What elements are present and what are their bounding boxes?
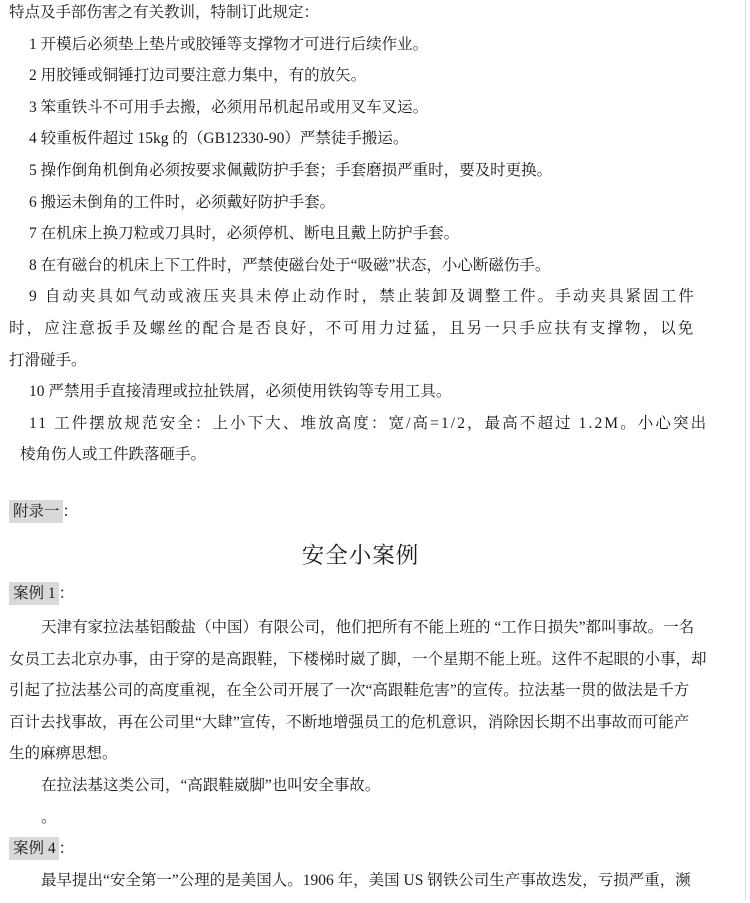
case1-heading: [9, 578, 712, 610]
case1-label-colon: ：: [58, 584, 75, 602]
rule-2-line: 2 用胶锤或铜锤打边司要注意力集中，有的放矢。: [29, 67, 367, 85]
rule-9-line-2: 时，应注意扳手及螺丝的配合是否良好，不可用力过猛，且另一只手应扶有支撑物，以免: [9, 319, 696, 337]
stray-period-line: 。: [41, 808, 57, 826]
rule-9-line-3: 打滑碰手。: [9, 351, 87, 369]
rule-7-line: 7 在机床上换刀粒或刀具时，必须停机、断电且戴上防护手套。: [29, 225, 460, 243]
section-title: 安全小案例: [301, 542, 420, 568]
case1-line-5: 生的麻痹思想。: [9, 745, 118, 763]
rule-11-line-2: 棱角伤人或工件跌落砸手。: [20, 446, 207, 464]
rule-10-line: 10 严禁用手直接清理或拉扯铁屑，必须使用铁钩等专用工具。: [29, 383, 452, 401]
rule-8-line: 8 在有磁台的机床上下工件时，严禁使磁台处于“吸磁”状态，小心断磁伤手。: [29, 256, 551, 274]
case1-line-3: 引起了拉法基公司的高度重视，在全公司开展了一次“高跟鞋危害”的宣传。拉法基一贯的做法是千方: [9, 682, 690, 700]
case4-label-highlight: 案例 4: [9, 837, 59, 860]
appendix-heading: [9, 496, 712, 528]
rule-3-line: 3 笨重铁斗不可用手去搬，必须用吊机起吊或用叉车叉运。: [29, 98, 429, 116]
case1-line-4: 百计去找事故，再在公司里“大肆”宣传，不断地增强员工的危机意识，消除因长期不出事故而可能产: [9, 713, 690, 731]
case1-conclusion-line: 在拉法基这类公司，“高跟鞋崴脚”也叫安全事故。: [41, 777, 381, 795]
page-edge-line: [745, 0, 746, 900]
case4-heading: [9, 833, 712, 865]
intro-line: 特点及手部伤害之有关教训，特制订此规定：: [9, 4, 320, 21]
case1-label-highlight: 案例 1: [9, 582, 59, 605]
case1-line-2: 女员工去北京办事，由于穿的是高跟鞋，下楼梯时崴了脚，一个星期不能上班。这件不起眼的小事，却: [9, 650, 707, 668]
rule-4-line: 4 较重板件超过 15kg 的（GB12330-90）严禁徒手搬运。: [29, 130, 409, 148]
rule-9-line-1: 9 自动夹具如气动或液压夹具未停止动作时，禁止装卸及调整工件。手动夹具紧固工件: [29, 288, 697, 306]
rule-6-line: 6 搬运未倒角的工件时，必须戴好防护手套。: [29, 193, 336, 211]
case4-label-colon: ：: [58, 840, 75, 858]
appendix-label-colon: ：: [62, 502, 79, 520]
appendix-label-highlight: 附录一: [9, 500, 63, 523]
case1-line-1: 天津有家拉法基铝酸盐（中国）有限公司，他们把所有不能上班的 “工作日损失”都叫事故。一名: [41, 619, 695, 637]
case4-line-1: 最早提出“安全第一”公理的是美国人。1906 年，美国 US 钢铁公司生产事故迭发，亏损严重，濒: [41, 871, 691, 889]
rule-1-line: 1 开模后必须垫上垫片或胶锤等支撑物才可进行后续作业。: [29, 35, 429, 53]
rule-11-line-1: 11 工件摆放规范安全：上小下大、堆放高度：宽/高=1/2，最高不超过 1.2M。小心突出: [29, 414, 709, 432]
rule-5-line: 5 操作倒角机倒角必须按要求佩戴防护手套；手套磨损严重时，要及时更换。: [29, 161, 553, 179]
